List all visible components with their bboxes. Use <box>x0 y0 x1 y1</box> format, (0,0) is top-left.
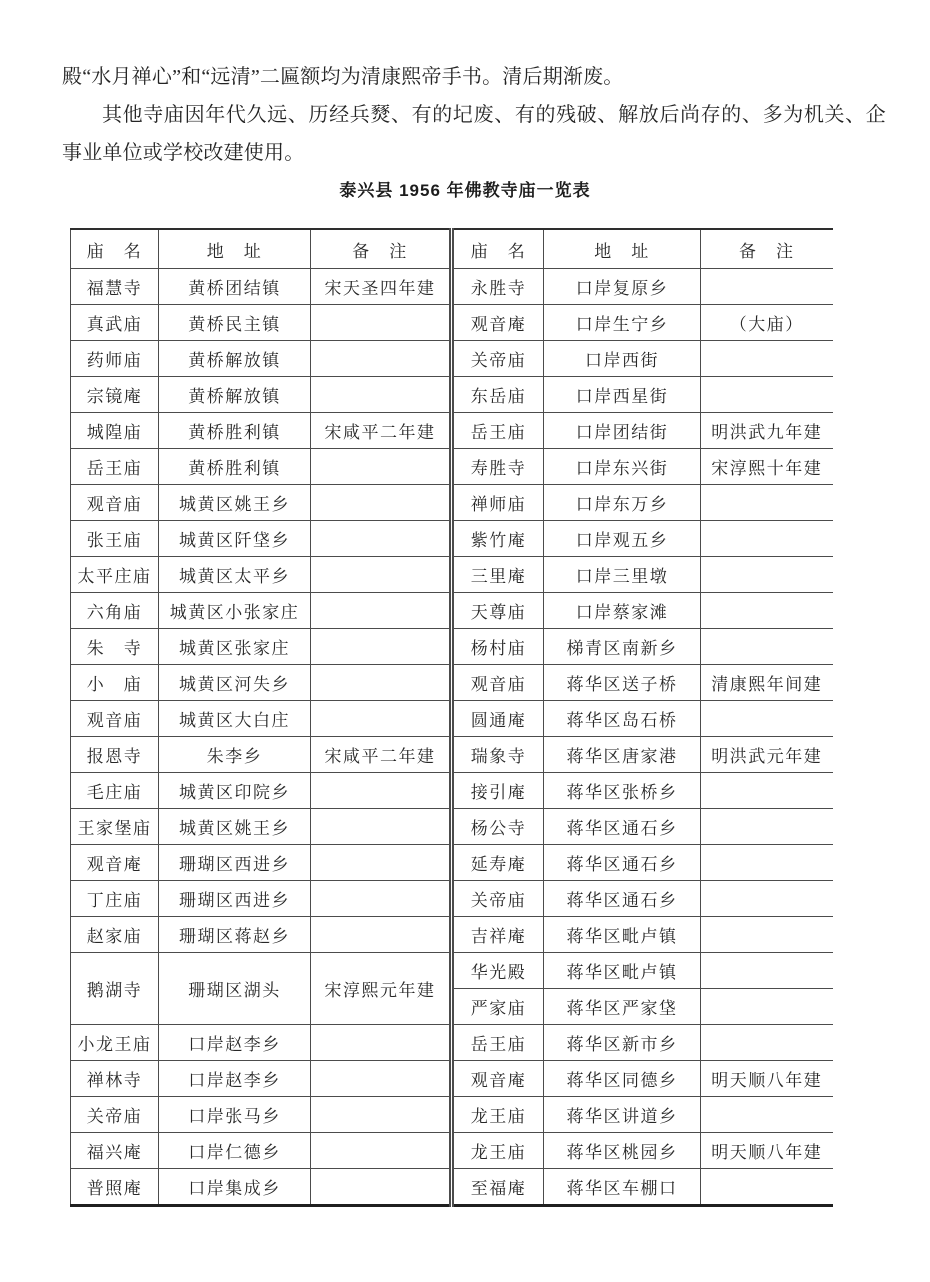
remarks-cell: 宋淳熙元年建 <box>311 953 452 1025</box>
remarks-cell: 宋咸平二年建 <box>311 737 452 773</box>
address-cell: 口岸仁德乡 <box>159 1133 311 1169</box>
address-cell: 口岸张马乡 <box>159 1097 311 1133</box>
address-cell: 城黄区河失乡 <box>159 665 311 701</box>
remarks-cell <box>701 629 833 665</box>
temple-name-cell: 丁庄庙 <box>71 881 159 917</box>
temple-name-cell: 圆通庵 <box>452 701 544 737</box>
table-row <box>71 1169 833 1206</box>
temple-name-cell: 六角庙 <box>71 593 159 629</box>
temple-table <box>70 228 833 1207</box>
remarks-cell <box>311 773 452 809</box>
remarks-cell: 清康熙年间建 <box>701 665 833 701</box>
table-row <box>71 953 833 989</box>
address-cell: 珊瑚区湖头 <box>159 953 311 1025</box>
table-row <box>71 449 833 485</box>
remarks-cell <box>701 809 833 845</box>
remarks-cell <box>311 881 452 917</box>
temple-name-cell: 接引庵 <box>452 773 544 809</box>
temple-name-cell: 药师庙 <box>71 341 159 377</box>
table-row <box>71 557 833 593</box>
remarks-cell <box>701 485 833 521</box>
remarks-cell: 明洪武九年建 <box>701 413 833 449</box>
remarks-cell: 明洪武元年建 <box>701 737 833 773</box>
address-cell: 梯青区南新乡 <box>544 629 701 665</box>
table-header-row <box>71 229 833 269</box>
address-cell: 蒋华区桃园乡 <box>544 1133 701 1169</box>
table-row <box>71 485 833 521</box>
remarks-cell <box>311 701 452 737</box>
address-cell: 蒋华区毗卢镇 <box>544 953 701 989</box>
address-cell: 蒋华区新市乡 <box>544 1025 701 1061</box>
temple-name-cell: 严家庙 <box>452 989 544 1025</box>
address-cell: 口岸西街 <box>544 341 701 377</box>
address-cell: 蒋华区严家垡 <box>544 989 701 1025</box>
remarks-cell <box>311 845 452 881</box>
remarks-cell <box>311 341 452 377</box>
address-cell: 珊瑚区蒋赵乡 <box>159 917 311 953</box>
temple-name-cell: 小龙王庙 <box>71 1025 159 1061</box>
table-row <box>71 701 833 737</box>
paragraph-second: 其他寺庙因年代久远、历经兵燹、有的圮废、有的残破、解放后尚存的、多为机关、企事业单位或学校改建使用。 <box>62 104 886 164</box>
remarks-cell: （大庙） <box>701 305 833 341</box>
temple-name-cell: 岳王庙 <box>452 413 544 449</box>
address-cell: 蒋华区毗卢镇 <box>544 917 701 953</box>
table-row <box>71 341 833 377</box>
remarks-cell <box>311 1025 452 1061</box>
temple-name-cell: 观音庙 <box>71 701 159 737</box>
address-cell: 蒋华区通石乡 <box>544 809 701 845</box>
remarks-cell <box>701 773 833 809</box>
address-cell: 蒋华区同德乡 <box>544 1061 701 1097</box>
table-row <box>71 845 833 881</box>
table-row <box>71 881 833 917</box>
header-address-right: 地 址 <box>544 229 701 269</box>
header-temple-name-right: 庙 名 <box>452 229 544 269</box>
temple-name-cell: 禅林寺 <box>71 1061 159 1097</box>
remarks-cell: 宋天圣四年建 <box>311 269 452 305</box>
remarks-cell: 宋咸平二年建 <box>311 413 452 449</box>
table-row <box>71 1133 833 1169</box>
table-row <box>71 809 833 845</box>
table-row <box>71 1061 833 1097</box>
temple-name-cell: 福兴庵 <box>71 1133 159 1169</box>
address-cell: 口岸观五乡 <box>544 521 701 557</box>
temple-name-cell: 关帝庙 <box>452 341 544 377</box>
address-cell: 城黄区阡垡乡 <box>159 521 311 557</box>
address-cell: 城黄区姚王乡 <box>159 809 311 845</box>
remarks-cell <box>701 1097 833 1133</box>
address-cell: 口岸集成乡 <box>159 1169 311 1206</box>
temple-name-cell: 真武庙 <box>71 305 159 341</box>
temple-name-cell: 延寿庵 <box>452 845 544 881</box>
table-row <box>71 593 833 629</box>
remarks-cell <box>701 989 833 1025</box>
temple-name-cell: 杨公寺 <box>452 809 544 845</box>
temple-name-cell: 张王庙 <box>71 521 159 557</box>
temple-name-cell: 普照庵 <box>71 1169 159 1206</box>
table-row <box>71 665 833 701</box>
address-cell: 城黄区太平乡 <box>159 557 311 593</box>
table-row <box>71 521 833 557</box>
address-cell: 黄桥胜利镇 <box>159 413 311 449</box>
address-cell: 珊瑚区西进乡 <box>159 881 311 917</box>
address-cell: 蒋华区通石乡 <box>544 881 701 917</box>
temple-name-cell: 观音庵 <box>452 305 544 341</box>
temple-name-cell: 龙王庙 <box>452 1133 544 1169</box>
table-title: 泰兴县 1956 年佛教寺庙一览表 <box>339 181 591 200</box>
remarks-cell <box>311 593 452 629</box>
temple-name-cell: 关帝庙 <box>452 881 544 917</box>
header-remarks-left: 备 注 <box>311 229 452 269</box>
remarks-cell <box>701 917 833 953</box>
address-cell: 城黄区张家庄 <box>159 629 311 665</box>
remarks-cell <box>311 1133 452 1169</box>
address-cell: 城黄区印院乡 <box>159 773 311 809</box>
address-cell: 黄桥解放镇 <box>159 341 311 377</box>
remarks-cell <box>311 377 452 413</box>
temple-name-cell: 三里庵 <box>452 557 544 593</box>
paragraph-first: 殿“水月禅心”和“远清”二匾额均为清康熙帝手书。清后期渐废。 <box>62 66 624 88</box>
address-cell: 蒋华区送子桥 <box>544 665 701 701</box>
address-cell: 朱李乡 <box>159 737 311 773</box>
remarks-cell <box>701 953 833 989</box>
remarks-cell <box>311 557 452 593</box>
address-cell: 蒋华区唐家港 <box>544 737 701 773</box>
temple-name-cell: 紫竹庵 <box>452 521 544 557</box>
header-address-left: 地 址 <box>159 229 311 269</box>
temple-name-cell: 毛庄庙 <box>71 773 159 809</box>
address-cell: 蒋华区张桥乡 <box>544 773 701 809</box>
remarks-cell: 明天顺八年建 <box>701 1061 833 1097</box>
address-cell: 蒋华区岛石桥 <box>544 701 701 737</box>
temple-name-cell: 宗镜庵 <box>71 377 159 413</box>
table-row <box>71 1097 833 1133</box>
temple-name-cell: 观音庙 <box>71 485 159 521</box>
temple-table-body <box>71 269 833 1206</box>
temple-name-cell: 鹅湖寺 <box>71 953 159 1025</box>
header-remarks-right: 备 注 <box>701 229 833 269</box>
address-cell: 黄桥胜利镇 <box>159 449 311 485</box>
temple-name-cell: 福慧寺 <box>71 269 159 305</box>
temple-table-container <box>70 228 832 1207</box>
remarks-cell: 明天顺八年建 <box>701 1133 833 1169</box>
temple-name-cell: 太平庄庙 <box>71 557 159 593</box>
address-cell: 口岸赵李乡 <box>159 1025 311 1061</box>
temple-name-cell: 报恩寺 <box>71 737 159 773</box>
address-cell: 黄桥民主镇 <box>159 305 311 341</box>
temple-name-cell: 岳王庙 <box>71 449 159 485</box>
table-row <box>71 629 833 665</box>
temple-name-cell: 城隍庙 <box>71 413 159 449</box>
remarks-cell <box>701 1169 833 1206</box>
temple-name-cell: 关帝庙 <box>71 1097 159 1133</box>
address-cell: 黄桥团结镇 <box>159 269 311 305</box>
address-cell: 黄桥解放镇 <box>159 377 311 413</box>
remarks-cell <box>701 557 833 593</box>
table-row <box>71 917 833 953</box>
address-cell: 蒋华区车棚口 <box>544 1169 701 1206</box>
temple-name-cell: 观音庵 <box>71 845 159 881</box>
remarks-cell: 宋淳熙十年建 <box>701 449 833 485</box>
address-cell: 城黄区小张家庄 <box>159 593 311 629</box>
table-row <box>71 413 833 449</box>
address-cell: 口岸东兴街 <box>544 449 701 485</box>
remarks-cell <box>311 485 452 521</box>
temple-name-cell: 寿胜寺 <box>452 449 544 485</box>
address-cell: 口岸复原乡 <box>544 269 701 305</box>
remarks-cell <box>311 521 452 557</box>
address-cell: 口岸赵李乡 <box>159 1061 311 1097</box>
remarks-cell <box>311 809 452 845</box>
remarks-cell <box>701 881 833 917</box>
table-row <box>71 773 833 809</box>
address-cell: 口岸三里墩 <box>544 557 701 593</box>
address-cell: 城黄区大白庄 <box>159 701 311 737</box>
remarks-cell <box>311 449 452 485</box>
remarks-cell <box>701 593 833 629</box>
remarks-cell <box>311 1061 452 1097</box>
table-row <box>71 377 833 413</box>
table-row <box>71 1025 833 1061</box>
temple-name-cell: 龙王庙 <box>452 1097 544 1133</box>
temple-name-cell: 永胜寺 <box>452 269 544 305</box>
temple-name-cell: 吉祥庵 <box>452 917 544 953</box>
address-cell: 口岸蔡家滩 <box>544 593 701 629</box>
table-row <box>71 737 833 773</box>
temple-name-cell: 瑞象寺 <box>452 737 544 773</box>
temple-name-cell: 华光殿 <box>452 953 544 989</box>
intro-text-block <box>62 58 886 172</box>
remarks-cell <box>701 269 833 305</box>
address-cell: 蒋华区通石乡 <box>544 845 701 881</box>
address-cell: 口岸团结街 <box>544 413 701 449</box>
temple-name-cell: 观音庙 <box>452 665 544 701</box>
address-cell: 城黄区姚王乡 <box>159 485 311 521</box>
remarks-cell <box>311 917 452 953</box>
remarks-cell <box>311 1169 452 1206</box>
temple-name-cell: 禅师庙 <box>452 485 544 521</box>
header-temple-name-left: 庙 名 <box>71 229 159 269</box>
table-row <box>71 269 833 305</box>
address-cell: 蒋华区讲道乡 <box>544 1097 701 1133</box>
temple-name-cell: 岳王庙 <box>452 1025 544 1061</box>
table-row <box>71 305 833 341</box>
remarks-cell <box>701 377 833 413</box>
address-cell: 珊瑚区西进乡 <box>159 845 311 881</box>
temple-name-cell: 东岳庙 <box>452 377 544 413</box>
remarks-cell <box>701 845 833 881</box>
remarks-cell <box>311 629 452 665</box>
temple-name-cell: 赵家庙 <box>71 917 159 953</box>
temple-name-cell: 小 庙 <box>71 665 159 701</box>
temple-name-cell: 王家堡庙 <box>71 809 159 845</box>
remarks-cell <box>311 305 452 341</box>
temple-name-cell: 至福庵 <box>452 1169 544 1206</box>
temple-name-cell: 朱 寺 <box>71 629 159 665</box>
remarks-cell <box>311 1097 452 1133</box>
remarks-cell <box>701 1025 833 1061</box>
temple-name-cell: 天尊庙 <box>452 593 544 629</box>
address-cell: 口岸东万乡 <box>544 485 701 521</box>
remarks-cell <box>701 521 833 557</box>
remarks-cell <box>701 341 833 377</box>
remarks-cell <box>311 665 452 701</box>
remarks-cell <box>701 701 833 737</box>
temple-name-cell: 杨村庙 <box>452 629 544 665</box>
temple-name-cell: 观音庵 <box>452 1061 544 1097</box>
address-cell: 口岸生宁乡 <box>544 305 701 341</box>
address-cell: 口岸西星街 <box>544 377 701 413</box>
